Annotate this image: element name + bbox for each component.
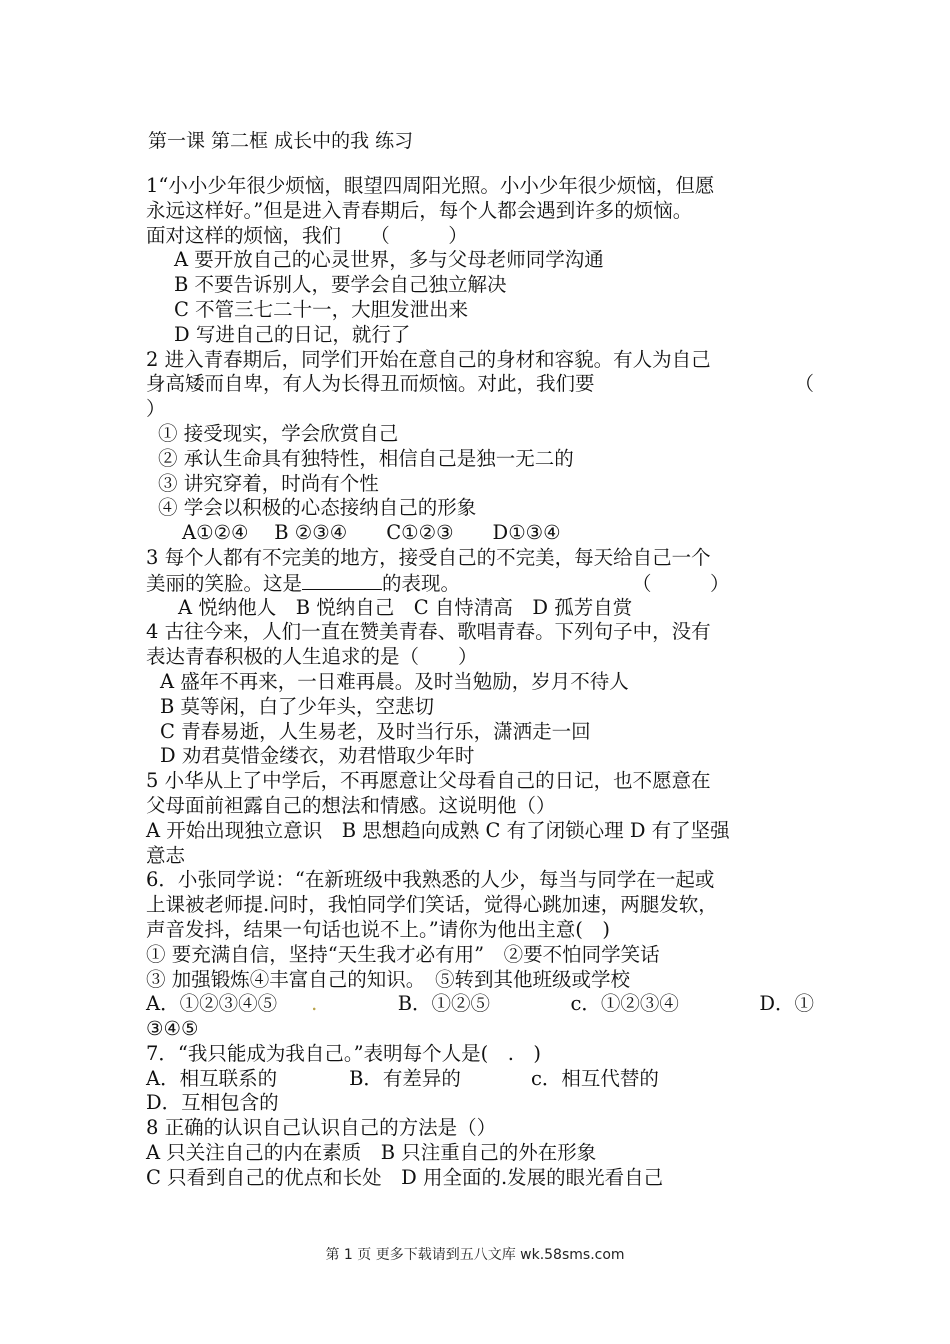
answer-choices: A 悦纳他人 B 悦纳自己 C 自恃清高 D 孤芳自赏 [178, 595, 633, 619]
page-footer: 第 1 页 更多下载请到五八文库 wk.58sms.com [325, 1247, 625, 1263]
choice-b: B．①②⑤ [397, 992, 491, 1016]
fill-blank [302, 571, 382, 590]
page-title: 第一课 第二框 成长中的我 练习 [148, 130, 414, 152]
answer-choices: A①②④ B ②③④ C①②③ D①③④ [182, 521, 561, 545]
question-5 [146, 769, 816, 868]
question-1 [146, 174, 816, 348]
question-text: 6．小张同学说：“在新班级中我熟悉的人少，每当与同学在一起或 [146, 868, 715, 892]
question-text: 美丽的笑脸。这是 [146, 571, 303, 595]
question-text-row [146, 372, 816, 397]
question-text: 3 每个人都有不完美的地方，接受自己的不完美，每天给自己一个 [146, 545, 711, 569]
answer-paren: （ ） [632, 571, 730, 595]
answer-choices-row [146, 1067, 816, 1092]
answer-paren-open: （ [794, 372, 814, 396]
question-text: 父母面前袒露自己的想法和情感。这说明他（） [146, 793, 556, 817]
question-text: 1“小小少年很少烦恼，眼望四周阳光照。小小少年很少烦恼，但愿 [146, 174, 715, 197]
choice-a: A．相互联系的 [146, 1066, 278, 1090]
choice-b: B．有差异的 [349, 1066, 461, 1090]
answer-paren-close: ） [146, 397, 166, 421]
question-text: 8 正确的认识自己认识自己的方法是（） [146, 1116, 497, 1140]
option-a: A 盛年不再来，一日难再晨。及时当勉励，岁月不待人 [160, 669, 629, 693]
answer-choices: ③④⑤ [146, 1017, 199, 1041]
exercise-content [146, 174, 816, 1191]
question-6 [146, 868, 816, 1042]
question-text: 永远这样好。”但是进入青春期后，每个人都会遇到许多的烦恼。 [146, 198, 693, 222]
answer-choices: C 只看到自己的优点和长处 D 用全面的.发展的眼光看自己 [146, 1165, 664, 1189]
question-3 [146, 546, 816, 620]
choice-a [146, 992, 317, 1017]
statement-4: ④ 学会以积极的心态接纳自己的形象 [158, 496, 477, 520]
question-7 [146, 1042, 816, 1116]
choice-d: D．互相包含的 [146, 1091, 279, 1115]
option-c: C 青春易逝，人生易老，及时当行乐，潇洒走一回 [160, 719, 591, 743]
question-2 [146, 348, 816, 546]
statements: ① 要充满自信，坚持“天生我才必有用” ②要不怕同学笑话 [146, 942, 660, 966]
question-text-row [146, 571, 816, 596]
statement-1: ① 接受现实，学会欣赏自己 [158, 421, 399, 445]
choice-c: c．①②③④ [570, 992, 679, 1016]
choice-a-text: A．①②③④⑤ [146, 992, 278, 1016]
question-text: 7．“我只能成为我自己。”表明每个人是( . ) [146, 1041, 542, 1065]
option-b: B 莫等闲，白了少年头，空悲切 [160, 694, 435, 718]
answer-choices: A 只关注自己的内在素质 B 只注重自己的外在形象 [146, 1141, 597, 1165]
answer-choices: A 开始出现独立意识 B 思想趋向成熟 C 有了闭锁心理 D 有了坚强 [146, 818, 730, 842]
statements: ③ 加强锻炼④丰富自己的知识。 ⑤转到其他班级或学校 [146, 967, 630, 991]
question-text: 5 小华从上了中学后，不再愿意让父母看自己的日记，也不愿意在 [146, 769, 711, 793]
statement-3: ③ 讲究穿着，时尚有个性 [158, 471, 379, 495]
question-text: 身高矮而自卑，有人为长得丑而烦恼。对此，我们要 [146, 372, 595, 396]
question-text: 上课被老师提.问时，我怕同学们笑话，觉得心跳加速，两腿发软， [146, 893, 718, 917]
answer-choices-row [146, 992, 816, 1017]
option-a: A 要开放自己的心灵世界，多与父母老师同学沟通 [174, 248, 604, 272]
option-d: D 写进自己的日记，就行了 [174, 322, 411, 346]
choice-d: D．① [759, 992, 814, 1016]
stray-dot: . [311, 992, 318, 1016]
option-c: C 不管三七二十一，大胆发泄出来 [174, 297, 469, 321]
option-d: D 劝君莫惜金缕衣，劝君惜取少年时 [160, 744, 475, 768]
question-text: 面对这样的烦恼，我们 （ ） [146, 223, 468, 247]
question-text: 表达青春积极的人生追求的是（ ） [146, 645, 478, 669]
question-text: 声音发抖，结果一句话也说不上。”请你为他出主意( ) [146, 917, 610, 941]
question-4 [146, 620, 816, 769]
choice-c: c．相互代替的 [530, 1066, 659, 1090]
question-text: 4 古往今来，人们一直在赞美青春、歌唱青春。下列句子中，没有 [146, 620, 711, 644]
option-b: B 不要告诉别人，要学会自己独立解决 [174, 273, 507, 297]
question-text: 2 进入青春期后，同学们开始在意自己的身材和容貌。有人为自己 [146, 347, 711, 371]
answer-choices: 意志 [146, 843, 186, 867]
question-8 [146, 1116, 816, 1190]
question-text: 的表现。 [382, 571, 461, 595]
statement-2: ② 承认生命具有独特性，相信自己是独一无二的 [158, 446, 574, 470]
